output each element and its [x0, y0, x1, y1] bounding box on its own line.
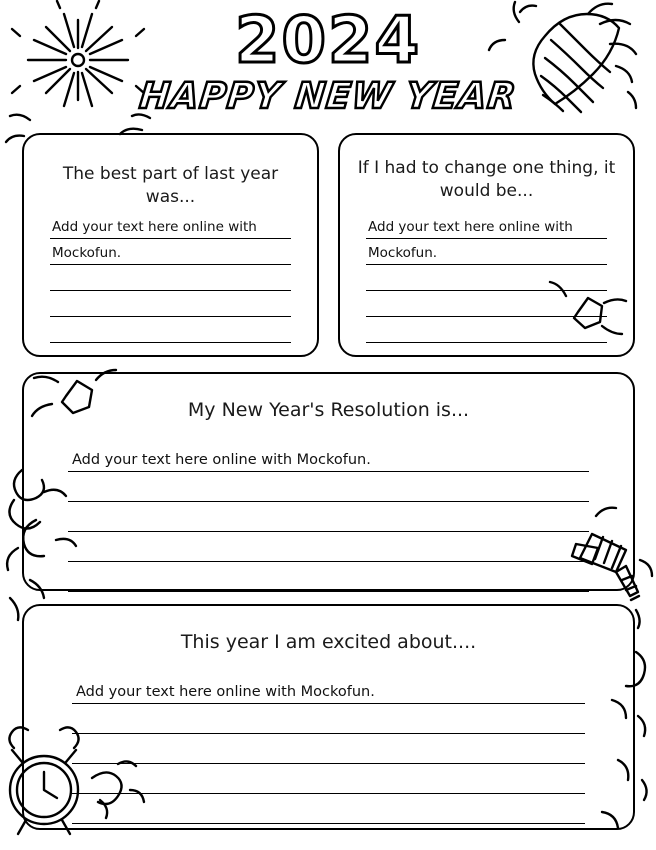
line-text: Add your text here online with Mockofun.: [76, 684, 375, 700]
prompt-box-change-one-thing: [338, 133, 635, 357]
writing-line[interactable]: [68, 442, 589, 472]
writing-line[interactable]: [50, 265, 291, 291]
writing-lines[interactable]: [24, 442, 633, 592]
writing-line[interactable]: [50, 291, 291, 317]
writing-line[interactable]: [366, 317, 607, 343]
writing-line[interactable]: [68, 532, 589, 562]
writing-line[interactable]: [68, 472, 589, 502]
writing-lines[interactable]: [24, 213, 317, 343]
prompt-label: The best part of last year was...: [62, 164, 279, 207]
page-title-greeting: HAPPY NEW YEAR: [137, 76, 519, 117]
writing-lines[interactable]: [24, 674, 633, 824]
prompt-box-resolution: [22, 372, 635, 591]
page-title-year: 2024: [234, 4, 422, 78]
writing-lines[interactable]: [340, 213, 633, 343]
writing-line[interactable]: [50, 317, 291, 343]
line-text: Add your text here online with: [368, 219, 573, 235]
writing-line[interactable]: [50, 239, 291, 265]
line-text: Add your text here online with: [52, 219, 257, 235]
confetti-swirl-icon: [120, 114, 150, 134]
writing-line[interactable]: [50, 213, 291, 239]
writing-line[interactable]: [72, 734, 585, 764]
prompt-box-excited-about: [22, 604, 635, 830]
writing-line[interactable]: [366, 213, 607, 239]
prompt-label: My New Year's Resolution is...: [187, 399, 470, 421]
prompt-label: If I had to change one thing, it would be...: [357, 158, 616, 201]
writing-line[interactable]: [72, 674, 585, 704]
writing-line[interactable]: [72, 704, 585, 734]
prompt-label: This year I am excited about....: [180, 631, 477, 653]
writing-line[interactable]: [68, 502, 589, 532]
writing-line[interactable]: [72, 764, 585, 794]
line-text: Add your text here online with Mockofun.: [72, 452, 371, 468]
line-text: Mockofun.: [52, 245, 122, 261]
prompt-box-best-part: [22, 133, 319, 357]
writing-line[interactable]: [366, 265, 607, 291]
writing-line[interactable]: [366, 291, 607, 317]
writing-line[interactable]: [72, 794, 585, 824]
writing-line[interactable]: [366, 239, 607, 265]
writing-line[interactable]: [68, 562, 589, 592]
line-text: Mockofun.: [368, 245, 438, 261]
